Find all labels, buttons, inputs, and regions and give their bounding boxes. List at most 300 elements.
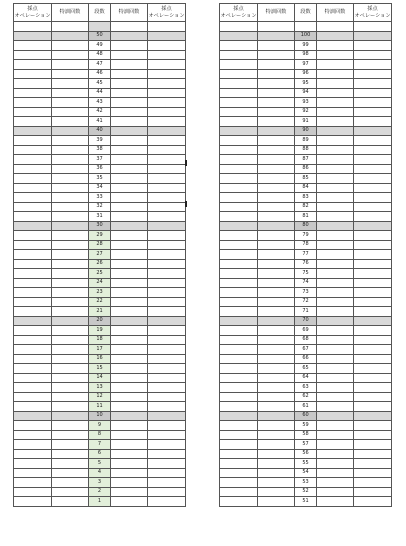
operation-cell bbox=[14, 126, 52, 136]
practice-count-cell bbox=[258, 126, 295, 136]
operation-cell bbox=[14, 288, 52, 298]
step-number-cell: 35 bbox=[89, 174, 111, 184]
practice-count-cell bbox=[52, 79, 89, 89]
step-number-cell: 21 bbox=[89, 307, 111, 317]
practice-count-cell bbox=[111, 421, 148, 431]
step-number-cell: 40 bbox=[89, 126, 111, 136]
table-row bbox=[14, 174, 186, 184]
practice-count-cell bbox=[111, 50, 148, 60]
practice-count-cell bbox=[258, 269, 295, 279]
practice-count-cell bbox=[111, 459, 148, 469]
operation-cell bbox=[354, 354, 392, 364]
step-number-cell: 92 bbox=[295, 107, 317, 117]
practice-count-cell bbox=[317, 326, 354, 336]
operation-cell bbox=[354, 440, 392, 450]
step-number-cell: 69 bbox=[295, 326, 317, 336]
table-row bbox=[14, 288, 186, 298]
step-number-cell: 37 bbox=[89, 155, 111, 165]
practice-count-cell bbox=[111, 497, 148, 507]
operation-cell bbox=[220, 31, 258, 41]
operation-cell bbox=[354, 402, 392, 412]
operation-cell bbox=[14, 421, 52, 431]
practice-count-cell bbox=[52, 335, 89, 345]
operation-cell bbox=[148, 430, 186, 440]
practice-count-cell bbox=[258, 107, 295, 117]
practice-count-cell bbox=[258, 193, 295, 203]
table-row bbox=[14, 212, 186, 222]
table-row bbox=[220, 430, 392, 440]
practice-count-cell bbox=[317, 449, 354, 459]
step-number-cell: 58 bbox=[295, 430, 317, 440]
table-row bbox=[220, 183, 392, 193]
operation-cell bbox=[148, 183, 186, 193]
step-number-cell: 74 bbox=[295, 278, 317, 288]
operation-cell bbox=[220, 316, 258, 326]
operation-cell bbox=[14, 373, 52, 383]
operation-cell bbox=[220, 117, 258, 127]
operation-cell bbox=[354, 316, 392, 326]
table-row bbox=[220, 250, 392, 260]
step-number-cell bbox=[295, 22, 317, 32]
practice-count-cell bbox=[52, 98, 89, 108]
table-row bbox=[14, 145, 186, 155]
step-number-cell: 9 bbox=[89, 421, 111, 431]
step-number-cell: 7 bbox=[89, 440, 111, 450]
practice-count-cell bbox=[317, 41, 354, 51]
operation-cell bbox=[148, 364, 186, 374]
operation-cell bbox=[14, 212, 52, 222]
step-number-cell: 22 bbox=[89, 297, 111, 307]
table-row bbox=[14, 193, 186, 203]
practice-count-cell bbox=[258, 487, 295, 497]
practice-count-cell bbox=[317, 259, 354, 269]
practice-count-cell bbox=[111, 373, 148, 383]
step-number-cell: 88 bbox=[295, 145, 317, 155]
table-row bbox=[14, 202, 186, 212]
practice-count-cell bbox=[52, 117, 89, 127]
practice-count-cell bbox=[52, 468, 89, 478]
practice-count-cell bbox=[111, 326, 148, 336]
operation-cell bbox=[220, 392, 258, 402]
practice-count-cell bbox=[111, 41, 148, 51]
practice-count-cell bbox=[258, 250, 295, 260]
practice-count-cell bbox=[52, 164, 89, 174]
table-row bbox=[220, 31, 392, 41]
table-row bbox=[14, 69, 186, 79]
operation-cell bbox=[148, 69, 186, 79]
practice-count-cell bbox=[258, 326, 295, 336]
operation-cell bbox=[220, 107, 258, 117]
operation-cell bbox=[220, 69, 258, 79]
practice-count-cell bbox=[52, 478, 89, 488]
practice-count-cell bbox=[258, 278, 295, 288]
operation-cell bbox=[220, 212, 258, 222]
operation-cell bbox=[14, 69, 52, 79]
practice-count-cell bbox=[258, 22, 295, 32]
step-number-cell: 68 bbox=[295, 335, 317, 345]
table-row bbox=[14, 231, 186, 241]
operation-cell bbox=[14, 202, 52, 212]
step-number-cell: 71 bbox=[295, 307, 317, 317]
practice-count-cell bbox=[111, 202, 148, 212]
right-header-row bbox=[220, 4, 392, 22]
operation-cell bbox=[148, 60, 186, 70]
operation-cell bbox=[354, 326, 392, 336]
right-step-table bbox=[219, 3, 392, 507]
practice-count-cell bbox=[258, 449, 295, 459]
table-row bbox=[14, 60, 186, 70]
table-row bbox=[14, 221, 186, 231]
operation-cell bbox=[14, 136, 52, 146]
practice-count-cell bbox=[111, 60, 148, 70]
operation-cell bbox=[148, 402, 186, 412]
table-row bbox=[220, 487, 392, 497]
step-number-cell: 36 bbox=[89, 164, 111, 174]
practice-count-cell bbox=[258, 50, 295, 60]
step-number-cell: 44 bbox=[89, 88, 111, 98]
practice-count-cell bbox=[317, 288, 354, 298]
operation-cell bbox=[220, 202, 258, 212]
practice-count-cell bbox=[52, 174, 89, 184]
table-row bbox=[220, 373, 392, 383]
operation-cell bbox=[220, 145, 258, 155]
operation-cell bbox=[148, 50, 186, 60]
operation-cell bbox=[14, 459, 52, 469]
operation-cell bbox=[14, 402, 52, 412]
step-number-cell: 56 bbox=[295, 449, 317, 459]
practice-count-cell bbox=[52, 22, 89, 32]
table-row bbox=[220, 145, 392, 155]
operation-cell bbox=[14, 41, 52, 51]
practice-count-cell bbox=[52, 354, 89, 364]
practice-count-cell bbox=[258, 468, 295, 478]
operation-cell bbox=[148, 288, 186, 298]
practice-count-cell bbox=[111, 335, 148, 345]
practice-count-cell bbox=[317, 402, 354, 412]
table-row bbox=[220, 364, 392, 374]
practice-count-cell bbox=[111, 354, 148, 364]
practice-count-cell bbox=[52, 155, 89, 165]
practice-count-cell bbox=[111, 297, 148, 307]
step-number-cell: 29 bbox=[89, 231, 111, 241]
step-number-cell: 32 bbox=[89, 202, 111, 212]
operation-cell bbox=[14, 88, 52, 98]
table-row bbox=[220, 231, 392, 241]
table-row bbox=[14, 440, 186, 450]
table-row bbox=[14, 335, 186, 345]
table-row bbox=[220, 136, 392, 146]
operation-cell bbox=[220, 297, 258, 307]
operation-cell bbox=[14, 221, 52, 231]
practice-count-cell bbox=[317, 392, 354, 402]
practice-count-cell bbox=[52, 307, 89, 317]
step-number-cell: 8 bbox=[89, 430, 111, 440]
practice-count-cell bbox=[111, 183, 148, 193]
table-row bbox=[220, 240, 392, 250]
practice-count-cell bbox=[258, 392, 295, 402]
table-row bbox=[220, 421, 392, 431]
step-number-cell: 84 bbox=[295, 183, 317, 193]
table-row bbox=[14, 88, 186, 98]
operation-cell bbox=[220, 240, 258, 250]
table-row bbox=[220, 212, 392, 222]
practice-count-cell bbox=[111, 449, 148, 459]
step-number-cell: 12 bbox=[89, 392, 111, 402]
table-row bbox=[14, 402, 186, 412]
operation-cell bbox=[220, 221, 258, 231]
operation-cell bbox=[14, 145, 52, 155]
practice-count-cell bbox=[111, 364, 148, 374]
step-number-cell: 62 bbox=[295, 392, 317, 402]
table-row bbox=[220, 383, 392, 393]
practice-count-cell bbox=[317, 354, 354, 364]
table-row bbox=[14, 478, 186, 488]
operation-cell bbox=[354, 278, 392, 288]
practice-count-cell bbox=[258, 41, 295, 51]
operation-cell bbox=[220, 345, 258, 355]
practice-count-cell bbox=[111, 164, 148, 174]
operation-cell bbox=[220, 136, 258, 146]
step-number-cell: 52 bbox=[295, 487, 317, 497]
operation-cell bbox=[220, 269, 258, 279]
operation-cell bbox=[14, 231, 52, 241]
practice-count-cell bbox=[258, 117, 295, 127]
operation-cell bbox=[14, 487, 52, 497]
practice-count-cell bbox=[52, 421, 89, 431]
table-row bbox=[220, 164, 392, 174]
practice-count-cell bbox=[317, 212, 354, 222]
practice-count-cell bbox=[111, 240, 148, 250]
practice-count-cell bbox=[111, 307, 148, 317]
table-row bbox=[220, 307, 392, 317]
practice-count-cell bbox=[258, 459, 295, 469]
operation-cell bbox=[354, 107, 392, 117]
step-number-cell: 1 bbox=[89, 497, 111, 507]
operation-cell bbox=[354, 449, 392, 459]
practice-count-cell bbox=[111, 22, 148, 32]
step-number-cell: 80 bbox=[295, 221, 317, 231]
edge-mark bbox=[185, 160, 187, 166]
operation-cell bbox=[354, 421, 392, 431]
practice-count-cell bbox=[258, 155, 295, 165]
operation-cell bbox=[14, 326, 52, 336]
practice-count-cell bbox=[111, 155, 148, 165]
step-number-cell: 66 bbox=[295, 354, 317, 364]
operation-cell bbox=[148, 421, 186, 431]
step-number-cell: 72 bbox=[295, 297, 317, 307]
operation-cell bbox=[14, 259, 52, 269]
operation-cell bbox=[354, 459, 392, 469]
table-row bbox=[220, 392, 392, 402]
operation-cell bbox=[354, 145, 392, 155]
practice-count-cell bbox=[258, 240, 295, 250]
table-row bbox=[14, 117, 186, 127]
operation-cell bbox=[148, 307, 186, 317]
operation-cell bbox=[14, 411, 52, 421]
practice-count-cell bbox=[258, 231, 295, 241]
practice-count-cell bbox=[52, 364, 89, 374]
practice-count-cell bbox=[52, 240, 89, 250]
practice-count-cell bbox=[111, 345, 148, 355]
step-number-cell: 28 bbox=[89, 240, 111, 250]
table-row bbox=[14, 392, 186, 402]
operation-cell bbox=[148, 411, 186, 421]
table-row bbox=[14, 136, 186, 146]
operation-cell bbox=[14, 174, 52, 184]
step-number-cell: 54 bbox=[295, 468, 317, 478]
practice-count-cell bbox=[111, 31, 148, 41]
operation-cell bbox=[220, 126, 258, 136]
practice-count-cell bbox=[317, 164, 354, 174]
table-row bbox=[220, 326, 392, 336]
practice-count-cell bbox=[317, 421, 354, 431]
practice-count-cell bbox=[317, 297, 354, 307]
table-row bbox=[14, 487, 186, 497]
practice-count-header: 特訓回数 bbox=[258, 4, 295, 22]
practice-count-cell bbox=[52, 50, 89, 60]
operation-cell bbox=[354, 22, 392, 32]
table-row bbox=[14, 468, 186, 478]
operation-cell bbox=[354, 250, 392, 260]
operation-cell bbox=[220, 60, 258, 70]
operation-cell bbox=[148, 278, 186, 288]
step-number-cell: 70 bbox=[295, 316, 317, 326]
practice-count-cell bbox=[52, 326, 89, 336]
practice-count-cell bbox=[317, 202, 354, 212]
operation-cell bbox=[220, 88, 258, 98]
step-number-cell: 77 bbox=[295, 250, 317, 260]
operation-cell bbox=[220, 383, 258, 393]
step-count-header: 段数 bbox=[295, 4, 317, 22]
table-row bbox=[14, 259, 186, 269]
practice-count-cell bbox=[52, 383, 89, 393]
practice-count-cell bbox=[111, 402, 148, 412]
step-number-cell: 5 bbox=[89, 459, 111, 469]
operation-cell bbox=[148, 449, 186, 459]
operation-cell bbox=[14, 164, 52, 174]
operation-cell bbox=[148, 174, 186, 184]
practice-count-cell bbox=[52, 259, 89, 269]
practice-count-cell bbox=[258, 145, 295, 155]
practice-count-cell bbox=[52, 60, 89, 70]
operation-cell bbox=[220, 288, 258, 298]
operation-cell bbox=[148, 354, 186, 364]
operation-cell bbox=[354, 430, 392, 440]
step-number-cell: 53 bbox=[295, 478, 317, 488]
practice-count-cell bbox=[52, 221, 89, 231]
operation-cell bbox=[14, 316, 52, 326]
table-row bbox=[220, 449, 392, 459]
operation-cell bbox=[148, 392, 186, 402]
step-number-cell: 23 bbox=[89, 288, 111, 298]
operation-cell bbox=[354, 307, 392, 317]
practice-count-cell bbox=[317, 430, 354, 440]
operation-cell bbox=[14, 79, 52, 89]
operation-cell bbox=[220, 307, 258, 317]
table-row bbox=[14, 250, 186, 260]
operation-cell bbox=[14, 307, 52, 317]
practice-count-cell bbox=[258, 288, 295, 298]
operation-cell bbox=[14, 31, 52, 41]
table-row bbox=[220, 107, 392, 117]
table-row bbox=[14, 383, 186, 393]
operation-cell bbox=[354, 269, 392, 279]
operation-cell bbox=[354, 155, 392, 165]
practice-count-cell bbox=[52, 31, 89, 41]
step-number-cell: 26 bbox=[89, 259, 111, 269]
operation-cell bbox=[148, 88, 186, 98]
step-number-cell: 16 bbox=[89, 354, 111, 364]
step-number-cell: 46 bbox=[89, 69, 111, 79]
practice-count-cell bbox=[111, 98, 148, 108]
practice-count-cell bbox=[258, 421, 295, 431]
operation-cell bbox=[220, 164, 258, 174]
operation-cell bbox=[148, 250, 186, 260]
operation-cell bbox=[148, 478, 186, 488]
table-row bbox=[220, 478, 392, 488]
step-number-cell: 100 bbox=[295, 31, 317, 41]
step-number-cell: 73 bbox=[295, 288, 317, 298]
operation-cell bbox=[148, 221, 186, 231]
operation-cell bbox=[354, 202, 392, 212]
practice-count-cell bbox=[258, 221, 295, 231]
table-row bbox=[14, 155, 186, 165]
practice-count-cell bbox=[317, 174, 354, 184]
operation-cell bbox=[148, 126, 186, 136]
practice-count-cell bbox=[317, 250, 354, 260]
step-number-cell: 18 bbox=[89, 335, 111, 345]
step-number-cell: 89 bbox=[295, 136, 317, 146]
operation-cell bbox=[354, 193, 392, 203]
operation-header: 採点 オペレーション bbox=[220, 4, 258, 22]
operation-cell bbox=[148, 145, 186, 155]
practice-count-cell bbox=[111, 193, 148, 203]
operation-cell bbox=[14, 497, 52, 507]
step-number-cell: 94 bbox=[295, 88, 317, 98]
left-step-table bbox=[13, 3, 186, 507]
operation-cell bbox=[14, 250, 52, 260]
practice-count-cell bbox=[258, 373, 295, 383]
operation-cell bbox=[14, 22, 52, 32]
operation-cell bbox=[14, 468, 52, 478]
operation-cell bbox=[354, 468, 392, 478]
step-number-cell: 78 bbox=[295, 240, 317, 250]
operation-cell bbox=[220, 174, 258, 184]
practice-count-cell bbox=[258, 345, 295, 355]
practice-count-cell bbox=[317, 307, 354, 317]
operation-cell bbox=[220, 278, 258, 288]
table-row bbox=[220, 193, 392, 203]
practice-count-cell bbox=[52, 402, 89, 412]
step-number-cell: 95 bbox=[295, 79, 317, 89]
table-row bbox=[14, 411, 186, 421]
operation-cell bbox=[354, 411, 392, 421]
operation-cell bbox=[14, 269, 52, 279]
practice-count-cell bbox=[111, 69, 148, 79]
operation-cell bbox=[354, 364, 392, 374]
practice-count-cell bbox=[52, 497, 89, 507]
practice-count-cell bbox=[258, 202, 295, 212]
practice-count-cell bbox=[111, 174, 148, 184]
table-row bbox=[14, 126, 186, 136]
step-number-cell: 82 bbox=[295, 202, 317, 212]
table-row bbox=[220, 117, 392, 127]
operation-cell bbox=[354, 392, 392, 402]
practice-count-header: 特訓回数 bbox=[111, 4, 148, 22]
practice-count-header: 特訓回数 bbox=[317, 4, 354, 22]
operation-cell bbox=[148, 79, 186, 89]
step-number-cell: 13 bbox=[89, 383, 111, 393]
